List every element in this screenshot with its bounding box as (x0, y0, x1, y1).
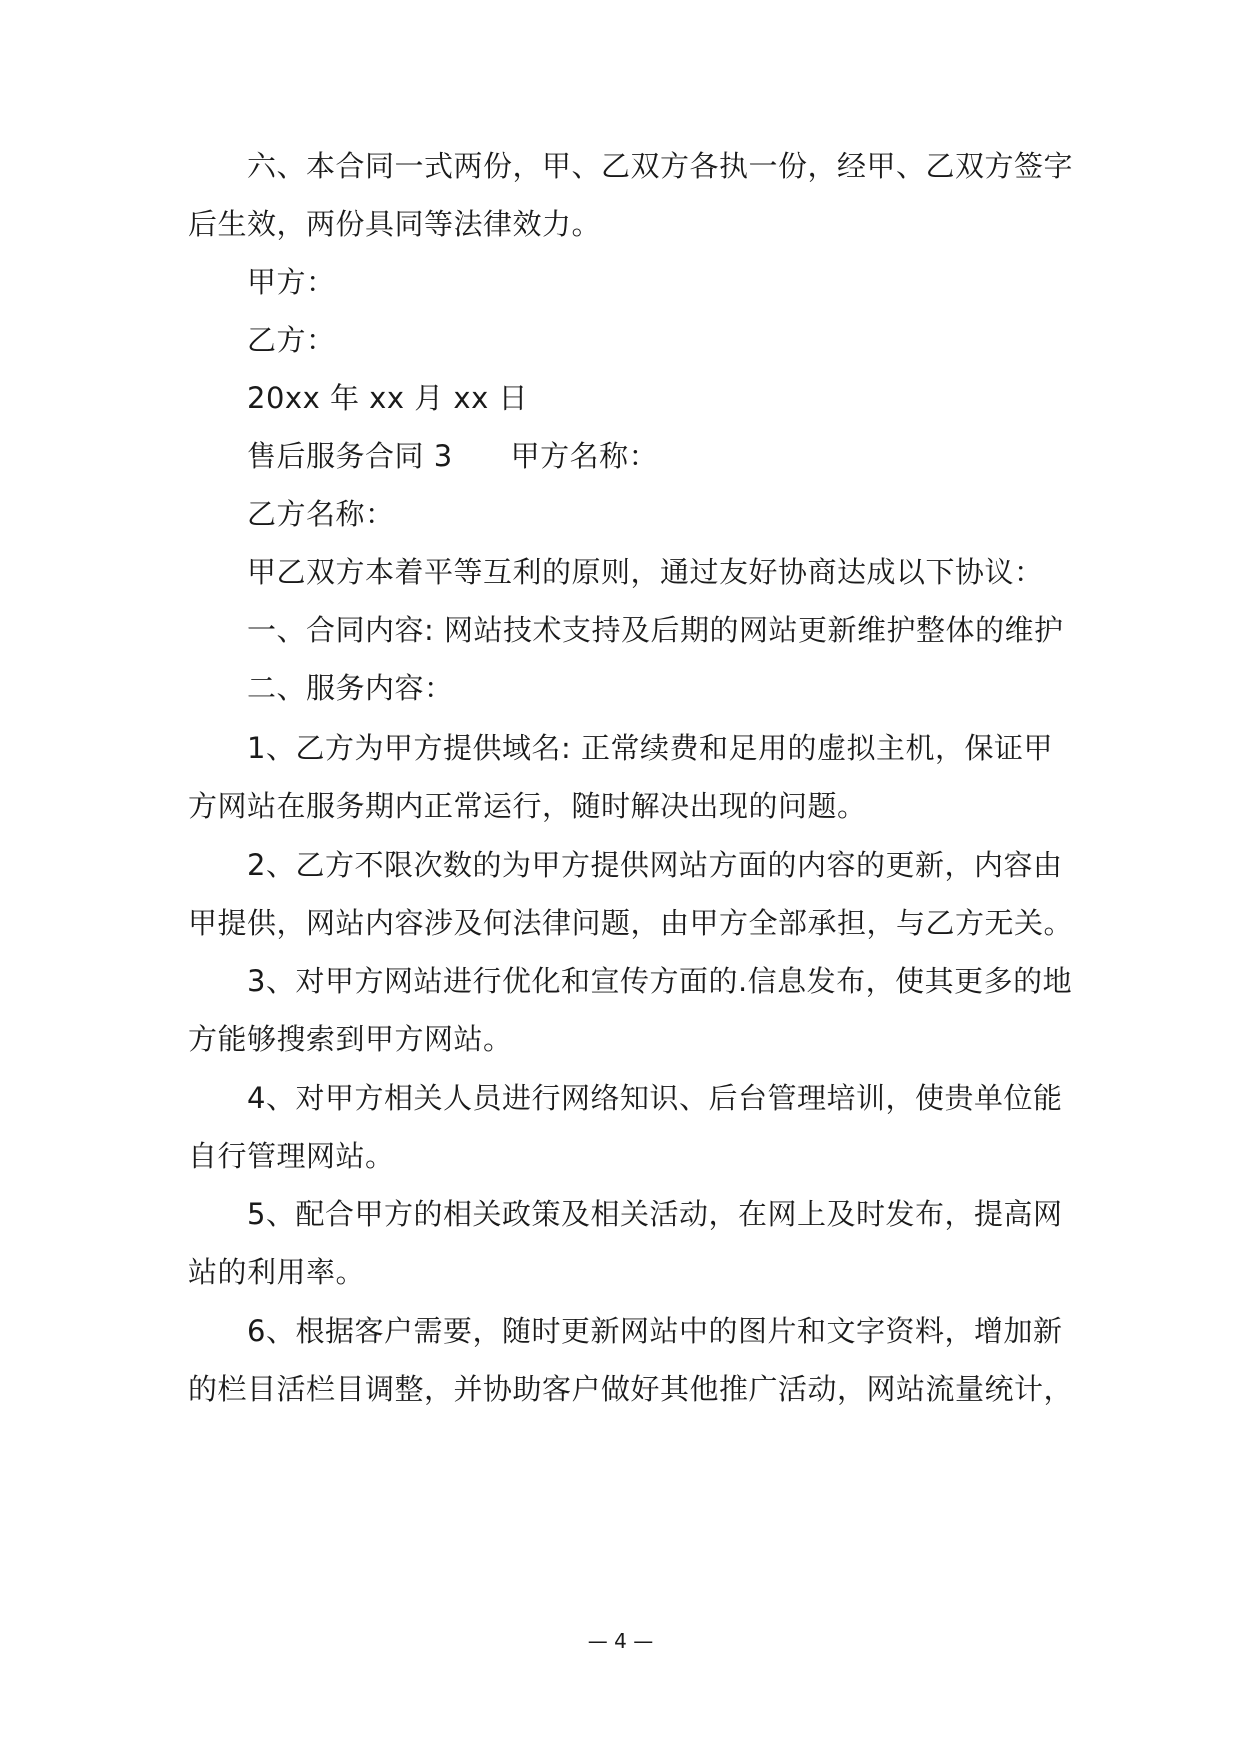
service-item-1: 1、乙方为甲方提供域名: 正常续费和足用的虚拟主机，保证甲 (247, 731, 1053, 765)
service-item-3-cont: 方能够搜索到甲方网站。 (188, 1022, 513, 1056)
party-b-name-label: 乙方名称： (247, 497, 395, 531)
contract-title-line (247, 436, 1067, 476)
contract-title: 售后服务合同 3 (247, 439, 453, 473)
service-item-2: 2、乙方不限次数的为甲方提供网站方面的内容的更新，内容由 (247, 848, 1063, 882)
service-item-5: 5、配合甲方的相关政策及相关活动，在网上及时发布，提高网 (247, 1197, 1063, 1231)
service-item-2-cont: 甲提供，网站内容涉及何法律问题，由甲方全部承担，与乙方无关。 (188, 906, 1074, 940)
service-item-4: 4、对甲方相关人员进行网络知识、后台管理培训，使贵单位能 (247, 1081, 1063, 1115)
service-item-3: 3、对甲方网站进行优化和宣传方面的.信息发布，使其更多的地 (247, 964, 1073, 998)
page-number: — 4 — (587, 1629, 654, 1653)
party-a-label: 甲方： (247, 265, 336, 299)
intro-paragraph: 甲乙双方本着平等互利的原则，通过友好协商达成以下协议： (247, 555, 1044, 589)
party-b-label: 乙方： (247, 323, 336, 357)
clause-1: 一、合同内容: 网站技术支持及后期的网站更新维护整体的维护 (247, 613, 1064, 647)
date-line: 20xx 年 xx 月 xx 日 (247, 381, 528, 415)
service-item-6-cont: 的栏目活栏目调整，并协助客户做好其他推广活动，网站流量统计， (188, 1372, 1074, 1406)
service-item-5-cont: 站的利用率。 (188, 1255, 366, 1289)
service-item-6: 6、根据客户需要，随时更新网站中的图片和文字资料，增加新 (247, 1314, 1063, 1348)
service-item-1-cont: 方网站在服务期内正常运行，随时解决出现的问题。 (188, 789, 867, 823)
service-item-4-cont: 自行管理网站。 (188, 1139, 395, 1173)
paragraph-line: 后生效，两份具同等法律效力。 (188, 207, 602, 241)
party-a-name-label: 甲方名称： (510, 439, 659, 473)
clause-2-heading: 二、服务内容： (247, 671, 454, 705)
paragraph-line: 六、本合同一式两份，甲、乙双方各执一份，经甲、乙双方签字 (247, 149, 1074, 183)
